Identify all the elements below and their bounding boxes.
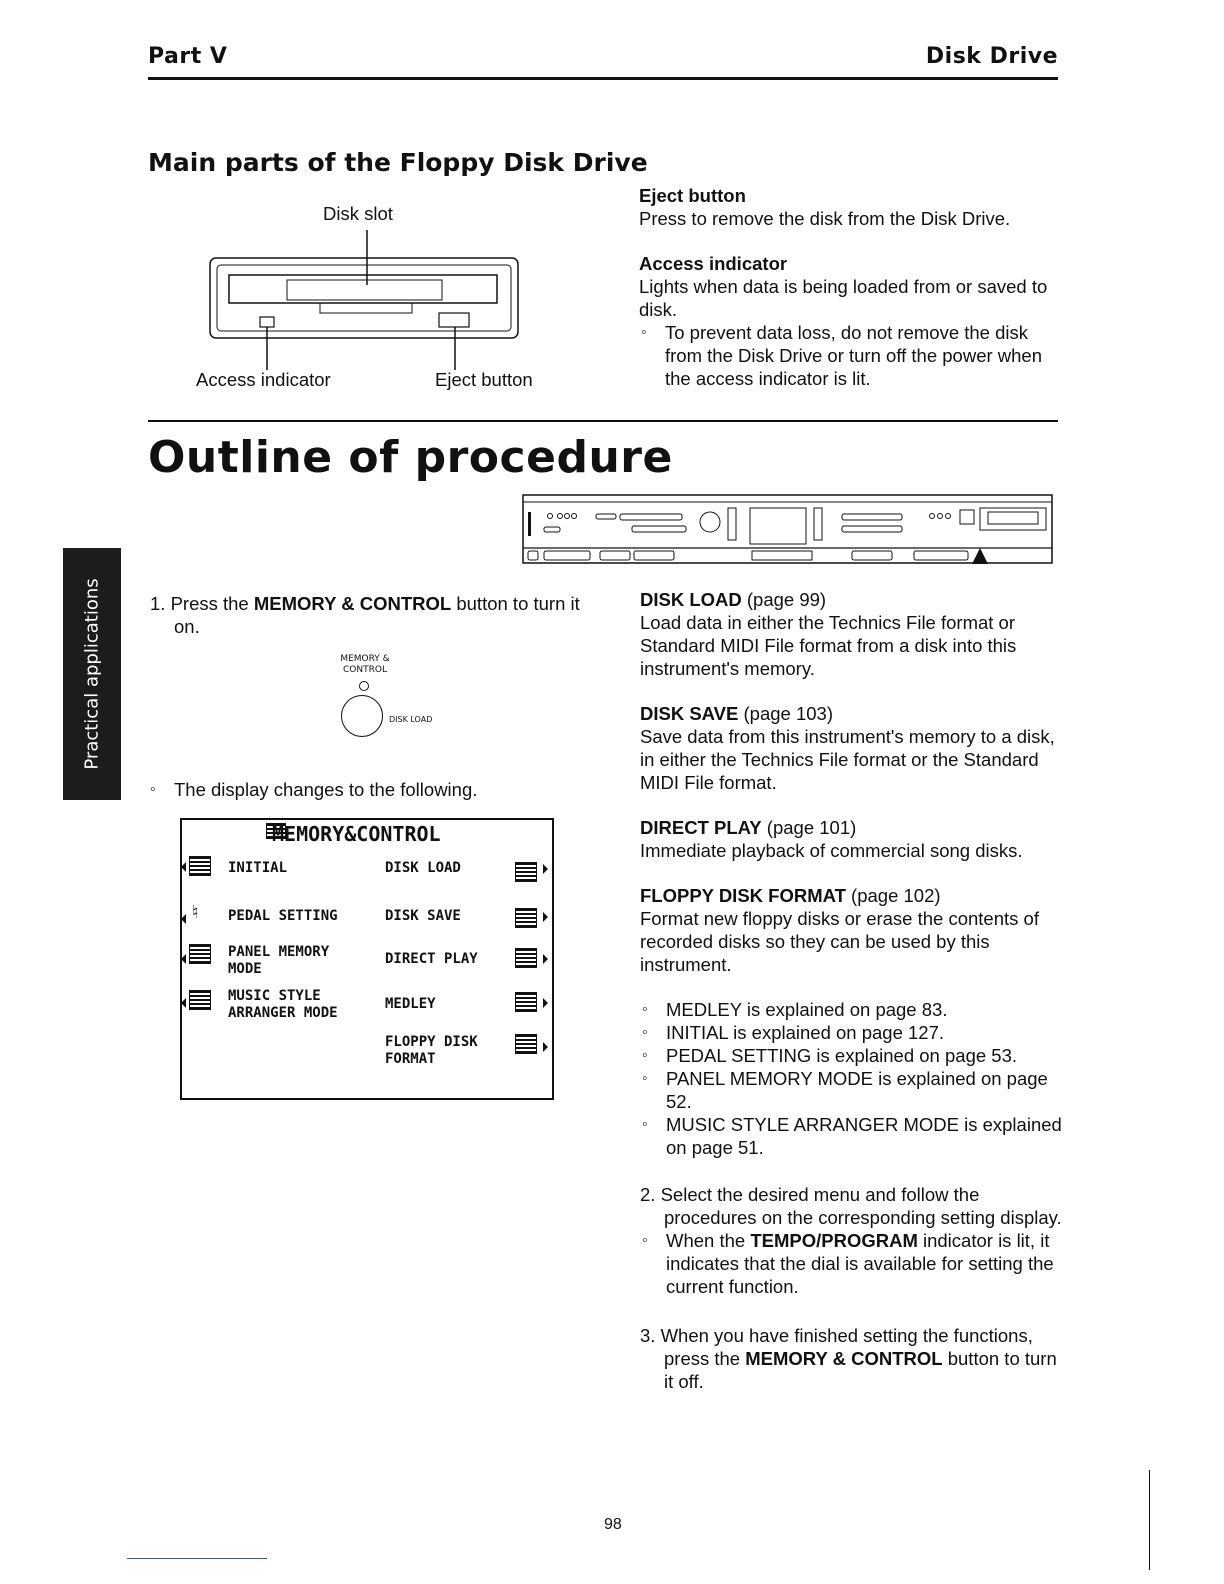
step-1 bbox=[150, 592, 604, 638]
step-2-number: 2. bbox=[640, 1184, 656, 1205]
disk-save-name: DISK SAVE bbox=[640, 703, 739, 724]
lcd-display bbox=[180, 818, 554, 1100]
floppy-format-text: Format new floppy disks or erase the contents of recorded disks so they can be used by this instrument. bbox=[640, 908, 1039, 975]
floppy-format-page: (page 102) bbox=[851, 885, 941, 906]
left-arrow-icon bbox=[181, 954, 186, 964]
disk-save-icon bbox=[515, 908, 537, 928]
direct-play-text: Immediate playback of commercial song disks. bbox=[640, 840, 1023, 861]
panel-memory-icon bbox=[189, 944, 211, 964]
right-arrow-icon bbox=[543, 1042, 548, 1052]
step-3-number: 3. bbox=[640, 1325, 656, 1346]
menu-disk-load[interactable]: DISK LOAD bbox=[385, 860, 461, 876]
header-rule bbox=[148, 77, 1058, 80]
step-2-text: Select the desired menu and follow the procedures on the corresponding setting display. bbox=[660, 1184, 1062, 1228]
step-1-text-pre: Press the bbox=[170, 593, 254, 614]
disk-slot-label: Disk slot bbox=[323, 203, 393, 224]
direct-play-name: DIRECT PLAY bbox=[640, 817, 762, 838]
disk-load-name: DISK LOAD bbox=[640, 589, 742, 610]
note-item: ◦ MUSIC STYLE ARRANGER MODE is explained on page 51. bbox=[640, 1113, 1062, 1159]
step-1-button-name: MEMORY & CONTROL bbox=[253, 593, 452, 614]
step-3: 3. When you have finished setting the functions, press the MEMORY & CONTROL button to turn it off. bbox=[640, 1325, 1057, 1392]
left-arrow-icon bbox=[181, 862, 186, 872]
floppy-format-icon bbox=[515, 1034, 537, 1054]
access-heading: Access indicator bbox=[639, 253, 788, 274]
disk-save-text: Save data from this instrument's memory to a disk, in either the Technics File format or the Standard MIDI File format. bbox=[640, 726, 1055, 793]
page-edge-line bbox=[1149, 1470, 1150, 1570]
access-indicator-label: Access indicator bbox=[196, 369, 331, 390]
memory-control-label bbox=[300, 654, 430, 676]
pedal-icon: ♮ bbox=[192, 902, 199, 922]
music-style-icon bbox=[189, 990, 211, 1010]
step-1-text-post: button to turn it on. bbox=[174, 593, 580, 637]
note-item: ◦ INITIAL is explained on page 127. bbox=[640, 1021, 1062, 1044]
memory-control-button[interactable] bbox=[341, 695, 383, 737]
notes-list bbox=[640, 998, 1062, 1159]
floppy-drive-diagram bbox=[205, 225, 525, 375]
menu-music-style-arranger[interactable]: MUSIC STYLE ARRANGER MODE bbox=[228, 988, 338, 1021]
sidebar-tab bbox=[63, 548, 121, 800]
right-arrow-icon bbox=[543, 864, 548, 874]
left-arrow-icon bbox=[181, 998, 186, 1008]
header-section: Disk Drive bbox=[925, 44, 1058, 69]
memory-control-label-line1: MEMORY & bbox=[340, 654, 390, 664]
header-part: Part V bbox=[148, 44, 228, 69]
right-arrow-icon bbox=[543, 912, 548, 922]
step-1-number: 1. bbox=[150, 593, 166, 614]
lcd-title: MEMORY&CONTROL bbox=[272, 822, 441, 846]
footer-rule-blue bbox=[127, 1558, 267, 1559]
left-arrow-icon bbox=[181, 914, 186, 924]
main-parts-title: Main parts of the Floppy Disk Drive bbox=[148, 148, 648, 177]
page-number: 98 bbox=[604, 1516, 622, 1533]
access-note: ◦ To prevent data loss, do not remove the disk from the Disk Drive or turn off the power when the access indicator is lit. bbox=[639, 321, 1064, 390]
menu-initial[interactable]: INITIAL bbox=[228, 860, 288, 876]
menu-panel-memory-mode[interactable]: PANEL MEMORY MODE bbox=[228, 944, 330, 977]
menu-medley[interactable]: MEDLEY bbox=[385, 996, 436, 1012]
display-note: ◦ The display changes to the following. bbox=[148, 778, 594, 801]
right-arrow-icon bbox=[543, 954, 548, 964]
menu-pedal-setting[interactable]: PEDAL SETTING bbox=[228, 908, 338, 924]
disk-load-icon bbox=[515, 862, 537, 882]
medley-icon bbox=[515, 992, 537, 1012]
eject-text: Press to remove the disk from the Disk Drive. bbox=[639, 208, 1011, 229]
step-2-note: ◦ When the TEMPO/PROGRAM indicator is lit, it indicates that the dial is available for setting the current function. bbox=[640, 1229, 1062, 1298]
parts-descriptions bbox=[639, 184, 1064, 390]
eject-heading: Eject button bbox=[639, 185, 746, 206]
eject-button-label: Eject button bbox=[435, 369, 533, 390]
floppy-format-name: FLOPPY DISK FORMAT bbox=[640, 885, 846, 906]
disk-load-page: (page 99) bbox=[746, 589, 827, 610]
memory-control-label-line2: CONTROL bbox=[343, 665, 387, 675]
menu-direct-play[interactable]: DIRECT PLAY bbox=[385, 951, 478, 967]
access-text: Lights when data is being loaded from or saved to disk. bbox=[639, 276, 1048, 320]
control-panel-diagram bbox=[522, 494, 1054, 566]
note-item: ◦ PEDAL SETTING is explained on page 53. bbox=[640, 1044, 1062, 1067]
direct-play-page: (page 101) bbox=[766, 817, 857, 838]
section-rule bbox=[148, 420, 1058, 422]
direct-play-icon bbox=[515, 948, 537, 968]
step-2 bbox=[640, 1183, 1062, 1229]
disk-save-page: (page 103) bbox=[743, 703, 833, 724]
note-item: ◦ MEDLEY is explained on page 83. bbox=[640, 998, 1062, 1021]
indicator-led-icon bbox=[359, 681, 369, 691]
disk-load-small-label: DISK LOAD bbox=[389, 715, 433, 724]
menu-floppy-disk-format[interactable]: FLOPPY DISK FORMAT bbox=[385, 1034, 478, 1067]
menu-disk-save[interactable]: DISK SAVE bbox=[385, 908, 461, 924]
disk-load-text: Load data in either the Technics File format or Standard MIDI File format from a disk into this instrument's memory. bbox=[640, 612, 1017, 679]
note-item: ◦ PANEL MEMORY MODE is explained on page 52. bbox=[640, 1067, 1062, 1113]
outline-title: Outline of procedure bbox=[148, 432, 673, 483]
right-arrow-icon bbox=[543, 998, 548, 1008]
initial-icon bbox=[189, 856, 211, 876]
sidebar-tab-label: Practical applications bbox=[81, 578, 103, 770]
functions-column bbox=[640, 588, 1062, 1393]
